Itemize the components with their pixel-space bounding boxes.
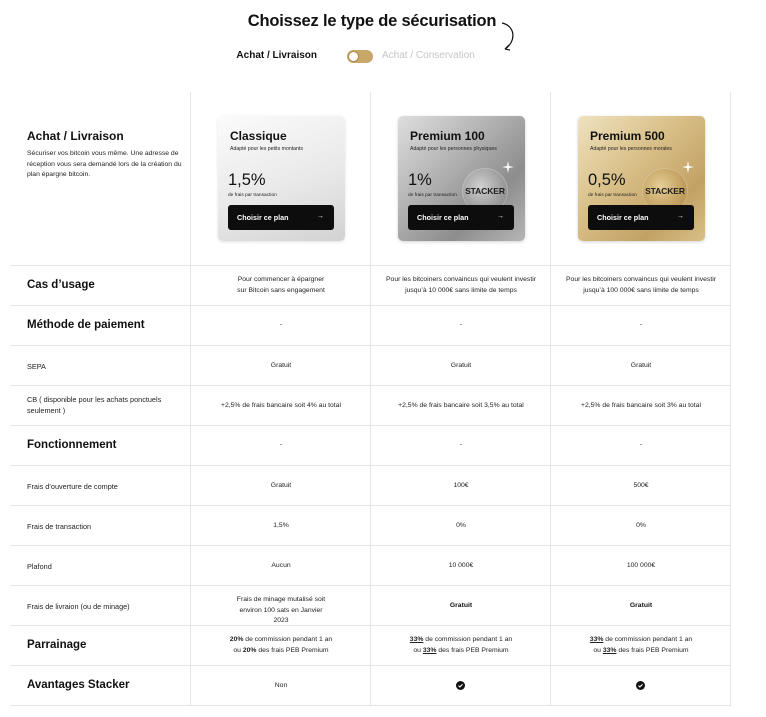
referral-percent: 33% (589, 636, 604, 643)
toggle-switch[interactable] (347, 50, 373, 63)
row-divider (10, 305, 731, 306)
coin-label: STACKER (645, 186, 685, 196)
cell-sepa-premium-100: Gratuit (450, 362, 472, 369)
referral-percent: 20% (229, 636, 244, 643)
referral-line (551, 646, 731, 657)
check-circle-icon (456, 681, 465, 690)
plan-rate: 1% (408, 171, 432, 189)
securisation-toggle (0, 49, 744, 65)
plan-rate: 1,5% (228, 171, 266, 189)
cell-cas-usage-premium-500: Pour les bitcoiners convaincus qui veulent investir jusqu’à 100 000€ sans limite de temps (566, 276, 716, 294)
column-divider (550, 92, 551, 705)
referral-prefix: ou (593, 646, 603, 654)
cell-sepa-premium-500: Gratuit (630, 362, 652, 369)
row-label-fonctionnement: Fonctionnement (27, 439, 117, 451)
row-label-frais-transaction: Frais de transaction (27, 522, 92, 531)
cell-avantages-classique: Non (274, 682, 288, 689)
page-title: Choissez le type de sécurisation (247, 12, 497, 30)
toggle-knob (348, 51, 359, 62)
choose-plan-label: Choisir ce plan (417, 213, 469, 222)
cell-cb-premium-500: +2,5% de frais bancaire soit 3% au total (581, 402, 701, 409)
row-divider (10, 385, 731, 386)
row-label-frais-livraison: Frais de livraion (ou de minage) (27, 602, 130, 611)
arrow-right-icon: → (317, 213, 324, 220)
referral-percent: 33% (409, 636, 424, 643)
cell-transaction-classique: 1,5% (273, 522, 289, 529)
page-header (0, 0, 766, 92)
cell-plafond-premium-500: 100 000€ (626, 562, 656, 569)
row-divider (10, 465, 731, 466)
referral-text: des frais PEB Premium (256, 646, 329, 654)
cell-cb-classique: +2,5% de frais bancaire soit 4% au total (221, 402, 341, 409)
referral-line (191, 646, 371, 657)
referral-text: de commission pendant 1 an (423, 636, 513, 643)
plan-card-premium-500 (578, 116, 705, 241)
referral-percent: 20% (242, 646, 257, 654)
plan-subtitle: Adapté pour les personnes physiques (410, 146, 497, 152)
referral-text: de commission pendant 1 an (603, 636, 693, 643)
cell-parrainage-premium-500 (551, 635, 731, 656)
row-divider (10, 345, 731, 346)
row-label-methode-paiement: Méthode de paiement (27, 319, 145, 331)
referral-line (191, 635, 371, 646)
column-divider (730, 92, 731, 705)
cell-methode-premium-100: - (459, 321, 463, 328)
row-divider (10, 265, 731, 266)
referral-text: des frais PEB Premium (616, 646, 689, 654)
referral-prefix: ou (233, 646, 243, 654)
row-divider (10, 585, 731, 586)
row-label-sepa: SEPA (27, 362, 46, 371)
plan-subtitle: Adapté pour les petits montants (230, 146, 303, 152)
intro-title: Achat / Livraison (27, 129, 124, 143)
cell-parrainage-premium-100 (371, 635, 551, 656)
arrow-right-icon: → (497, 213, 504, 220)
row-label-cb: CB ( disponible pour les achats ponctuels seulement ) (27, 395, 162, 415)
plan-subtitle: Adapté pour les personnes morales (590, 146, 672, 152)
intro-description: Sécuriser vos bitcoin vous même. Une adresse de réception vous sera demandé lors de la création du plan épargne bitcoin. (27, 150, 182, 178)
check-circle-icon (636, 681, 645, 690)
cell-methode-classique: - (279, 321, 283, 328)
plan-rate: 0,5% (588, 171, 626, 189)
cell-ouverture-premium-500: 500€ (633, 482, 649, 489)
referral-text: des frais PEB Premium (436, 646, 509, 654)
sparkle-icon (682, 161, 694, 173)
plan-rate-caption: de frais par transaction (408, 193, 457, 198)
plan-card-classique (218, 116, 345, 241)
row-divider (10, 505, 731, 506)
cell-fonctionnement-premium-500: - (639, 441, 643, 448)
cell-ouverture-classique: Gratuit (270, 482, 292, 489)
choose-plan-label: Choisir ce plan (597, 213, 649, 222)
toggle-label-livraison[interactable]: Achat / Livraison (236, 50, 317, 61)
row-label-cas-usage: Cas d’usage (27, 279, 95, 291)
cell-cas-usage-premium-100: Pour les bitcoiners convaincus qui veulent investir jusqu’à 10 000€ sans limite de temps (386, 276, 536, 294)
referral-percent: 33% (422, 646, 437, 654)
referral-percent: 33% (602, 646, 617, 654)
choose-plan-button[interactable] (588, 205, 694, 230)
cell-parrainage-classique (191, 635, 371, 656)
sparkle-icon (502, 161, 514, 173)
row-divider (10, 705, 731, 706)
cell-cas-usage-classique: Pour commencer à épargner sur Bitcoin sans engagement (237, 276, 325, 294)
choose-plan-button[interactable] (408, 205, 514, 230)
cell-ouverture-premium-100: 100€ (453, 482, 469, 489)
row-divider (10, 425, 731, 426)
cell-plafond-classique: Aucun (271, 562, 291, 569)
plan-rate-caption: de frais par transaction (228, 193, 277, 198)
row-label-frais-ouverture: Frais d’ouverture de compte (27, 482, 118, 491)
plan-name: Classique (230, 129, 287, 143)
plan-rate-caption: de frais par transaction (588, 193, 637, 198)
arrow-right-icon: → (677, 213, 684, 220)
cell-methode-premium-500: - (639, 321, 643, 328)
plan-card-premium-100 (398, 116, 525, 241)
coin-label: STACKER (465, 186, 505, 196)
toggle-label-conservation[interactable]: Achat / Conservation (382, 50, 475, 61)
cell-livraison-classique: Frais de minage mutalisé soit environ 100 sats en Janvier 2023 (236, 596, 326, 624)
row-label-parrainage: Parrainage (27, 639, 87, 651)
row-label-plafond: Plafond (27, 562, 52, 571)
row-divider (10, 665, 731, 666)
cell-fonctionnement-classique: - (279, 441, 283, 448)
referral-line (551, 635, 731, 646)
referral-line (371, 646, 551, 657)
referral-prefix: ou (413, 646, 423, 654)
plan-name: Premium 500 (590, 129, 665, 143)
referral-line (371, 635, 551, 646)
choose-plan-label: Choisir ce plan (237, 213, 289, 222)
row-label-avantages-stacker: Avantages Stacker (27, 679, 130, 691)
cell-livraison-premium-500: Gratuit (629, 602, 653, 609)
plan-name: Premium 100 (410, 129, 485, 143)
row-divider (10, 545, 731, 546)
referral-text: de commission pendant 1 an (243, 636, 333, 643)
cell-livraison-premium-100: Gratuit (449, 602, 473, 609)
cell-plafond-premium-100: 10 000€ (448, 562, 474, 569)
cell-transaction-premium-100: 0% (456, 522, 466, 529)
cell-sepa-classique: Gratuit (270, 362, 292, 369)
choose-plan-button[interactable] (228, 205, 334, 230)
cell-transaction-premium-500: 0% (636, 522, 646, 529)
cell-cb-premium-100: +2,5% de frais bancaire soit 3,5% au total (398, 402, 524, 409)
cell-fonctionnement-premium-100: - (459, 441, 463, 448)
